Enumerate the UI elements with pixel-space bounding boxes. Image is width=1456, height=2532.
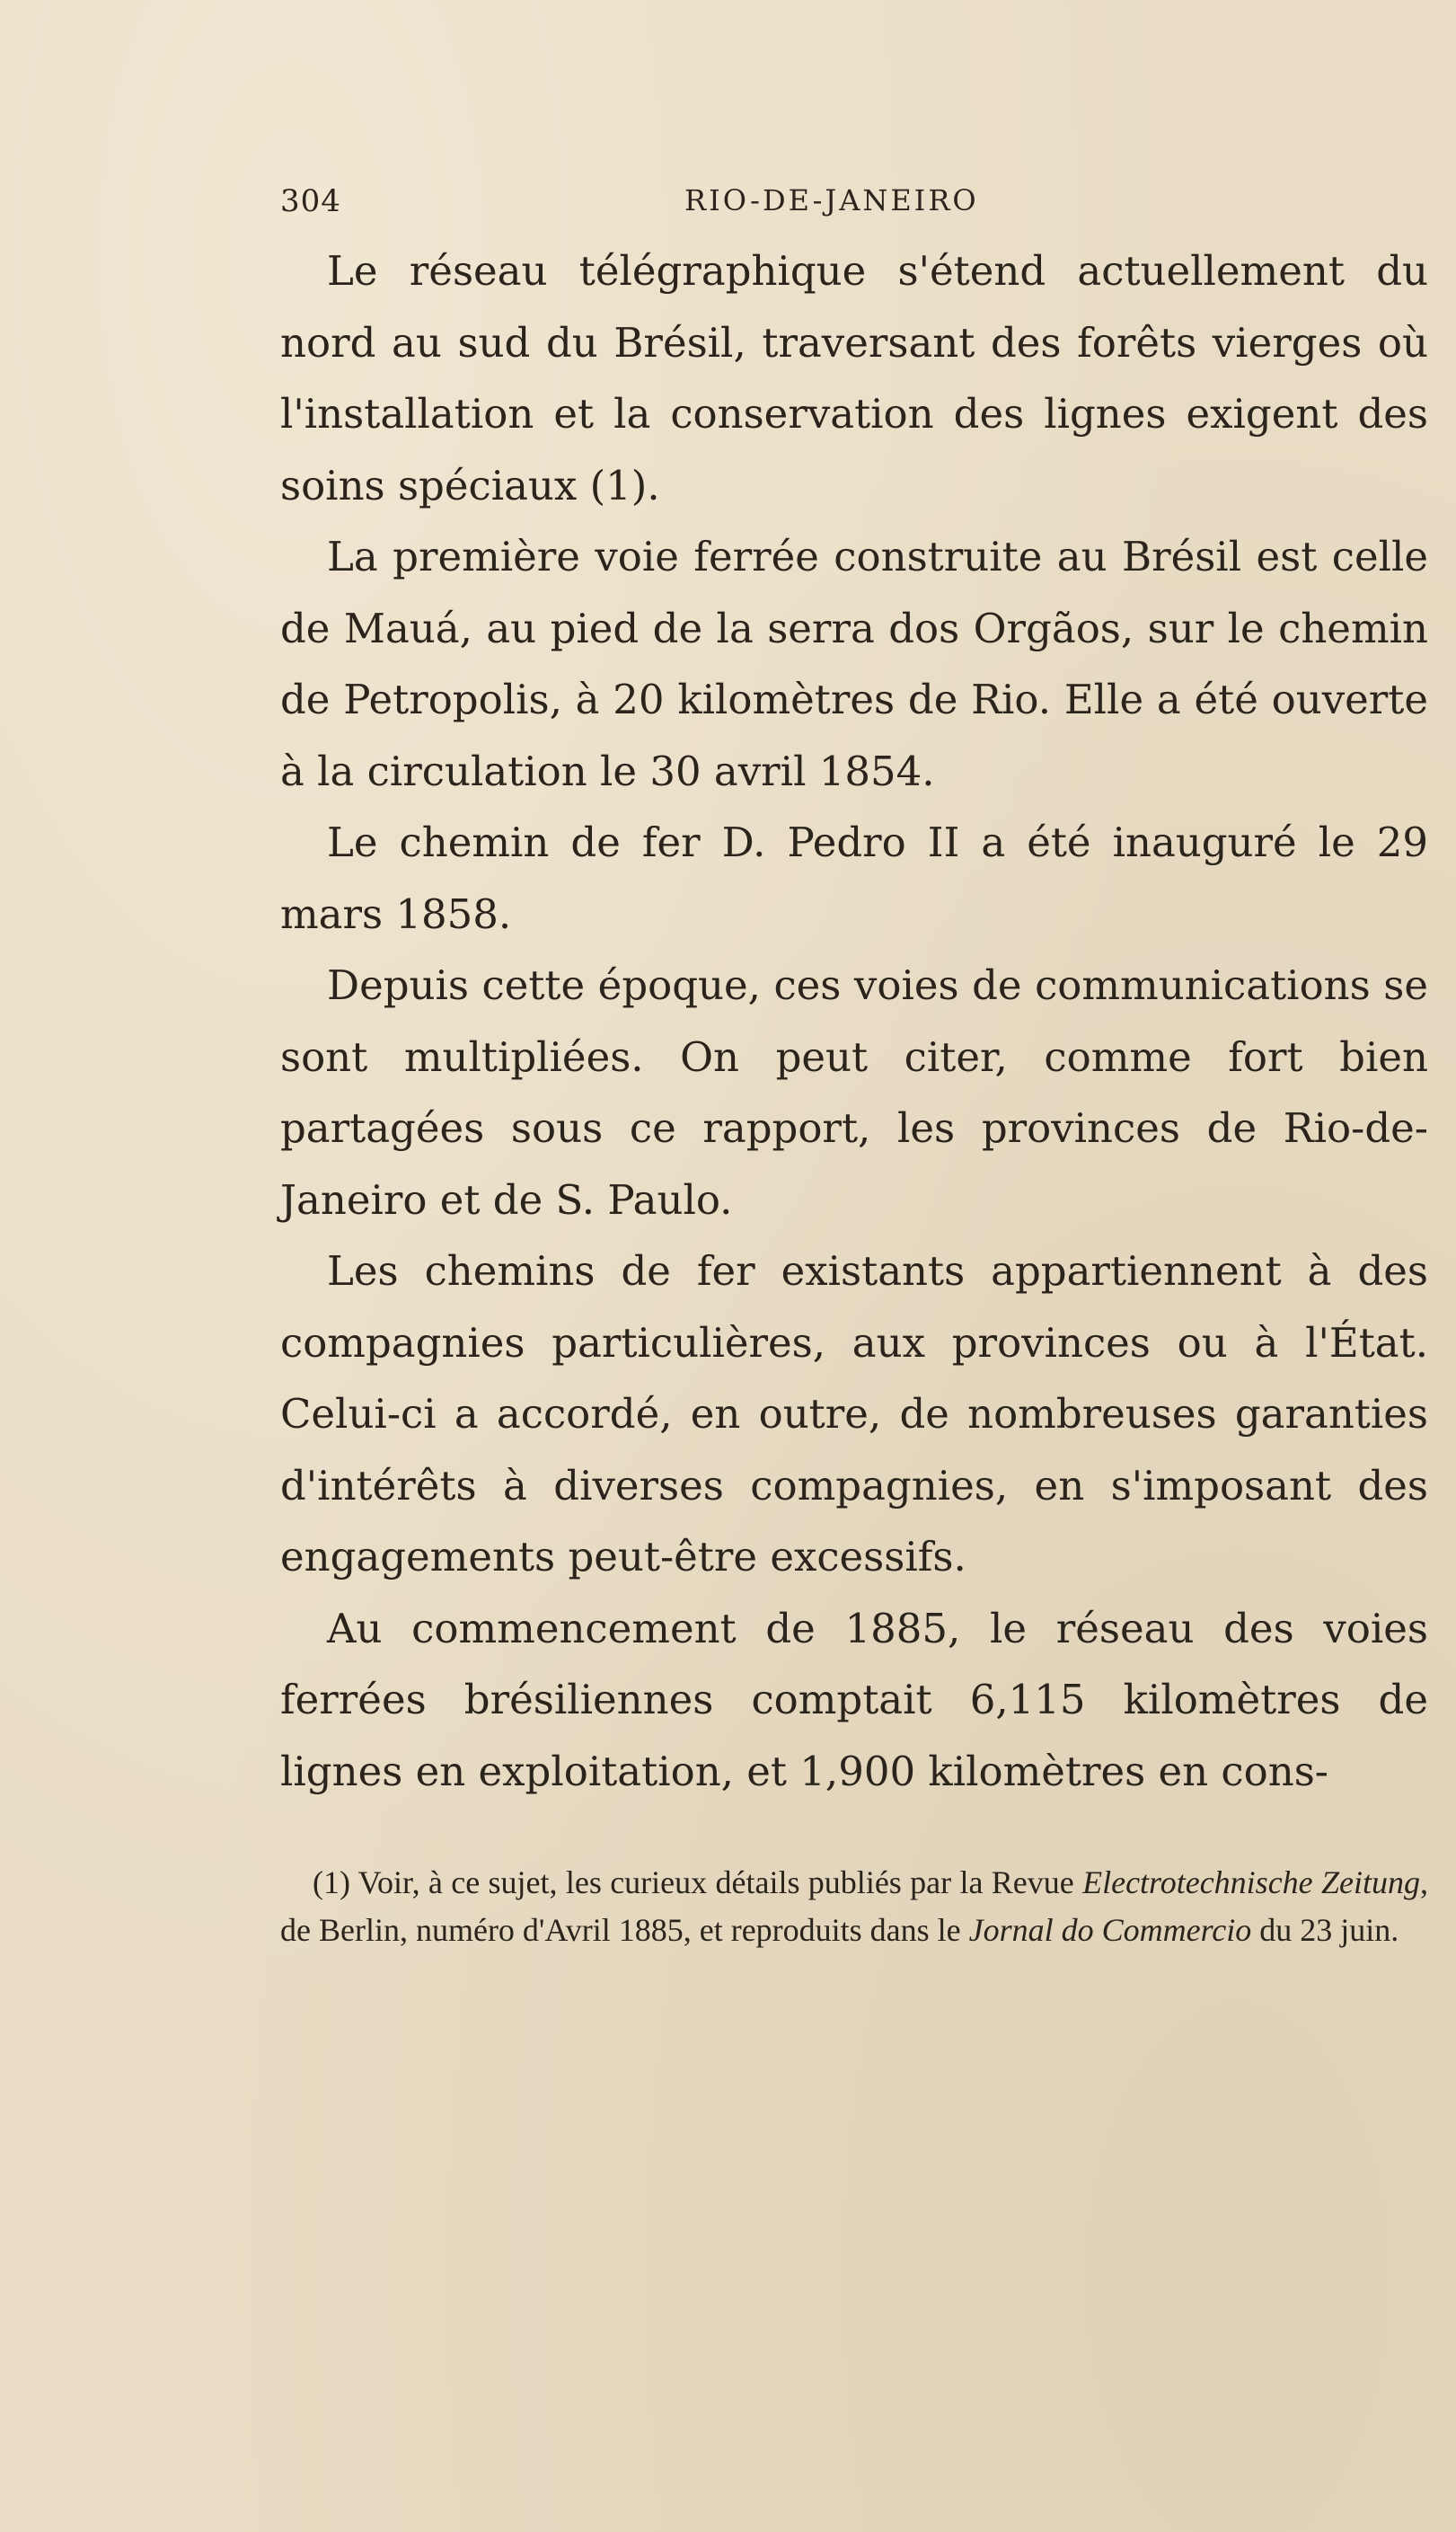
footnote-text-part: , de Berlin, numéro d'Avril 1885, et reproduits dans le <box>280 1864 1428 1948</box>
footnote-newspaper-title: Jornal do Commercio <box>968 1912 1252 1948</box>
page-number: 304 <box>280 183 341 219</box>
footnote-text-part: (1) Voir, à ce sujet, les curieux détails publiés par la Revue <box>313 1864 1083 1900</box>
running-title: RIO-DE-JANEIRO <box>684 183 979 217</box>
paragraph-network-1885: Au commencement de 1885, le réseau des voies ferrées brésiliennes comptait 6,115 kilomètres de lignes en exploitation, et 1,900 kilomètres en cons- <box>280 1604 1428 1795</box>
running-header <box>280 176 1428 235</box>
page <box>280 176 1428 1954</box>
paragraph-first-railway: La première voie ferrée construite au Brésil est celle de Mauá, au pied de la serra dos Orgãos, sur le chemin de Petropolis, à 20 kilomètres de Rio. Elle a été ouverte à la circulation le 30 avril 1854. <box>280 533 1428 795</box>
paragraph-ownership: Les chemins de fer existants appartiennent à des compagnies particulières, aux provinces ou à l'État. Celui-ci a accordé, en outre, de nombreuses garanties d'intérêts à diverses compagnies, en s'imposant des engagements peut-être excessifs. <box>280 1247 1428 1580</box>
paragraph-pedro-ii: Le chemin de fer D. Pedro II a été inauguré le 29 mars 1858. <box>280 819 1428 938</box>
paragraph-multiplication: Depuis cette époque, ces voies de communications se sont multipliées. On peut citer, comme fort bien partagées sous ce rapport, les provinces de Rio-de-Janeiro et de S. Paulo. <box>280 961 1428 1224</box>
footnotes <box>280 1859 1428 1954</box>
footnote-journal-title: Electrotechnische Zeitung <box>1082 1864 1420 1900</box>
footnote-text-part: du 23 juin. <box>1251 1912 1399 1948</box>
body-text <box>280 235 1428 1807</box>
footnote-1 <box>280 1859 1428 1954</box>
paragraph-telegraph: Le réseau télégraphique s'étend actuellement du nord au sud du Brésil, traversant des forêts vierges où l'installation et la conservation des lignes exigent des soins spéciaux (1). <box>280 247 1428 509</box>
